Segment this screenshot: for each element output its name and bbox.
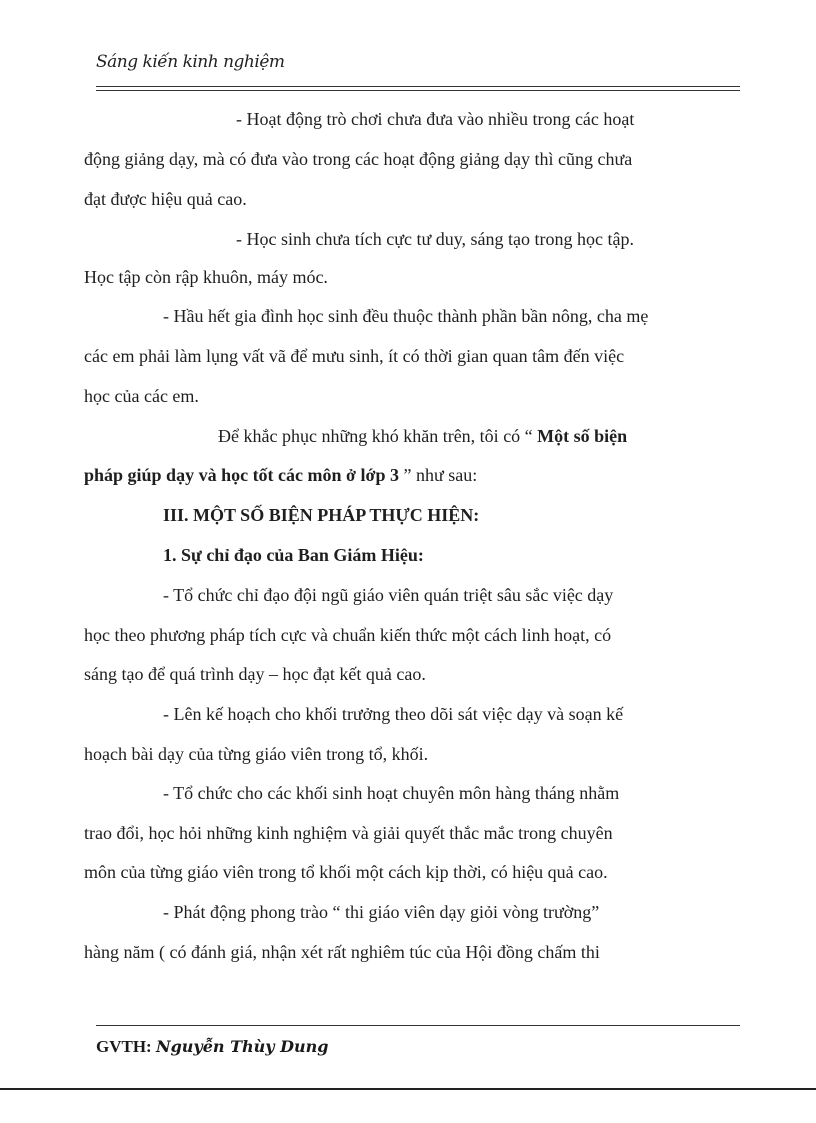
text-line: môn của từng giáo viên trong tổ khối một cách kịp thời, có hiệu quả cao. xyxy=(84,862,608,882)
section-heading: III. MỘT SỐ BIỆN PHÁP THỰC HIỆN: xyxy=(163,505,480,525)
text-line: đạt được hiệu quả cao. xyxy=(84,189,247,209)
footer-rule xyxy=(96,1025,740,1026)
solution-title-part2: pháp giúp dạy và học tốt các môn ở lớp 3 xyxy=(84,465,399,485)
text-line: các em phải làm lụng vất vã để mưu sinh, ít có thời gian quan tâm đến việc xyxy=(84,346,625,366)
text-line: - Tổ chức chỉ đạo đội ngũ giáo viên quán triệt sâu sắc việc dạy xyxy=(163,585,614,605)
header-rule-top xyxy=(96,86,740,87)
footer-author-name: Nguyễn Thùy Dung xyxy=(155,1037,329,1056)
text-line: hoạch bài dạy của từng giáo viên trong tổ, khối. xyxy=(84,744,429,764)
text-line: - Hầu hết gia đình học sinh đều thuộc thành phần bần nông, cha mẹ xyxy=(163,306,649,326)
text-line: động giảng dạy, mà có đưa vào trong các hoạt động giảng dạy thì cũng chưa xyxy=(84,149,633,169)
text-span: ” như sau: xyxy=(398,465,478,485)
subsection-heading: 1. Sự chỉ đạo của Ban Giám Hiệu: xyxy=(163,545,424,565)
text-line: - Phát động phong trào “ thi giáo viên dạy giỏi vòng trường” xyxy=(163,902,600,922)
text-line: - Lên kế hoạch cho khối trưởng theo dõi sát việc dạy và soạn kế xyxy=(163,704,624,724)
text-line: trao đổi, học hỏi những kinh nghiệm và giải quyết thắc mắc trong chuyên xyxy=(84,823,613,843)
header-rule-bottom xyxy=(96,90,740,91)
text-span: Để khắc phục những khó khăn trên, tôi có “ xyxy=(218,426,533,446)
solution-title-part1: Một số biện xyxy=(532,426,628,446)
text-line: - Hoạt động trò chơi chưa đưa vào nhiều trong các hoạt xyxy=(236,109,635,129)
text-line xyxy=(84,465,477,485)
page-bottom-line xyxy=(0,1088,816,1090)
text-line: học của các em. xyxy=(84,386,199,406)
header-title: Sáng kiến kinh nghiệm xyxy=(96,52,285,72)
text-line: - Học sinh chưa tích cực tư duy, sáng tạo trong học tập. xyxy=(236,229,634,249)
text-line: sáng tạo để quá trình dạy – học đạt kết quả cao. xyxy=(84,664,426,684)
text-line: - Tổ chức cho các khối sinh hoạt chuyên môn hàng tháng nhằm xyxy=(163,783,620,803)
footer xyxy=(96,1037,328,1057)
text-line: học theo phương pháp tích cực và chuẩn kiến thức một cách linh hoạt, có xyxy=(84,625,612,645)
text-line: Học tập còn rập khuôn, máy móc. xyxy=(84,267,328,287)
footer-label: GVTH: xyxy=(96,1037,152,1056)
text-line xyxy=(218,426,627,446)
text-line: hàng năm ( có đánh giá, nhận xét rất nghiêm túc của Hội đồng chấm thi xyxy=(84,942,600,962)
